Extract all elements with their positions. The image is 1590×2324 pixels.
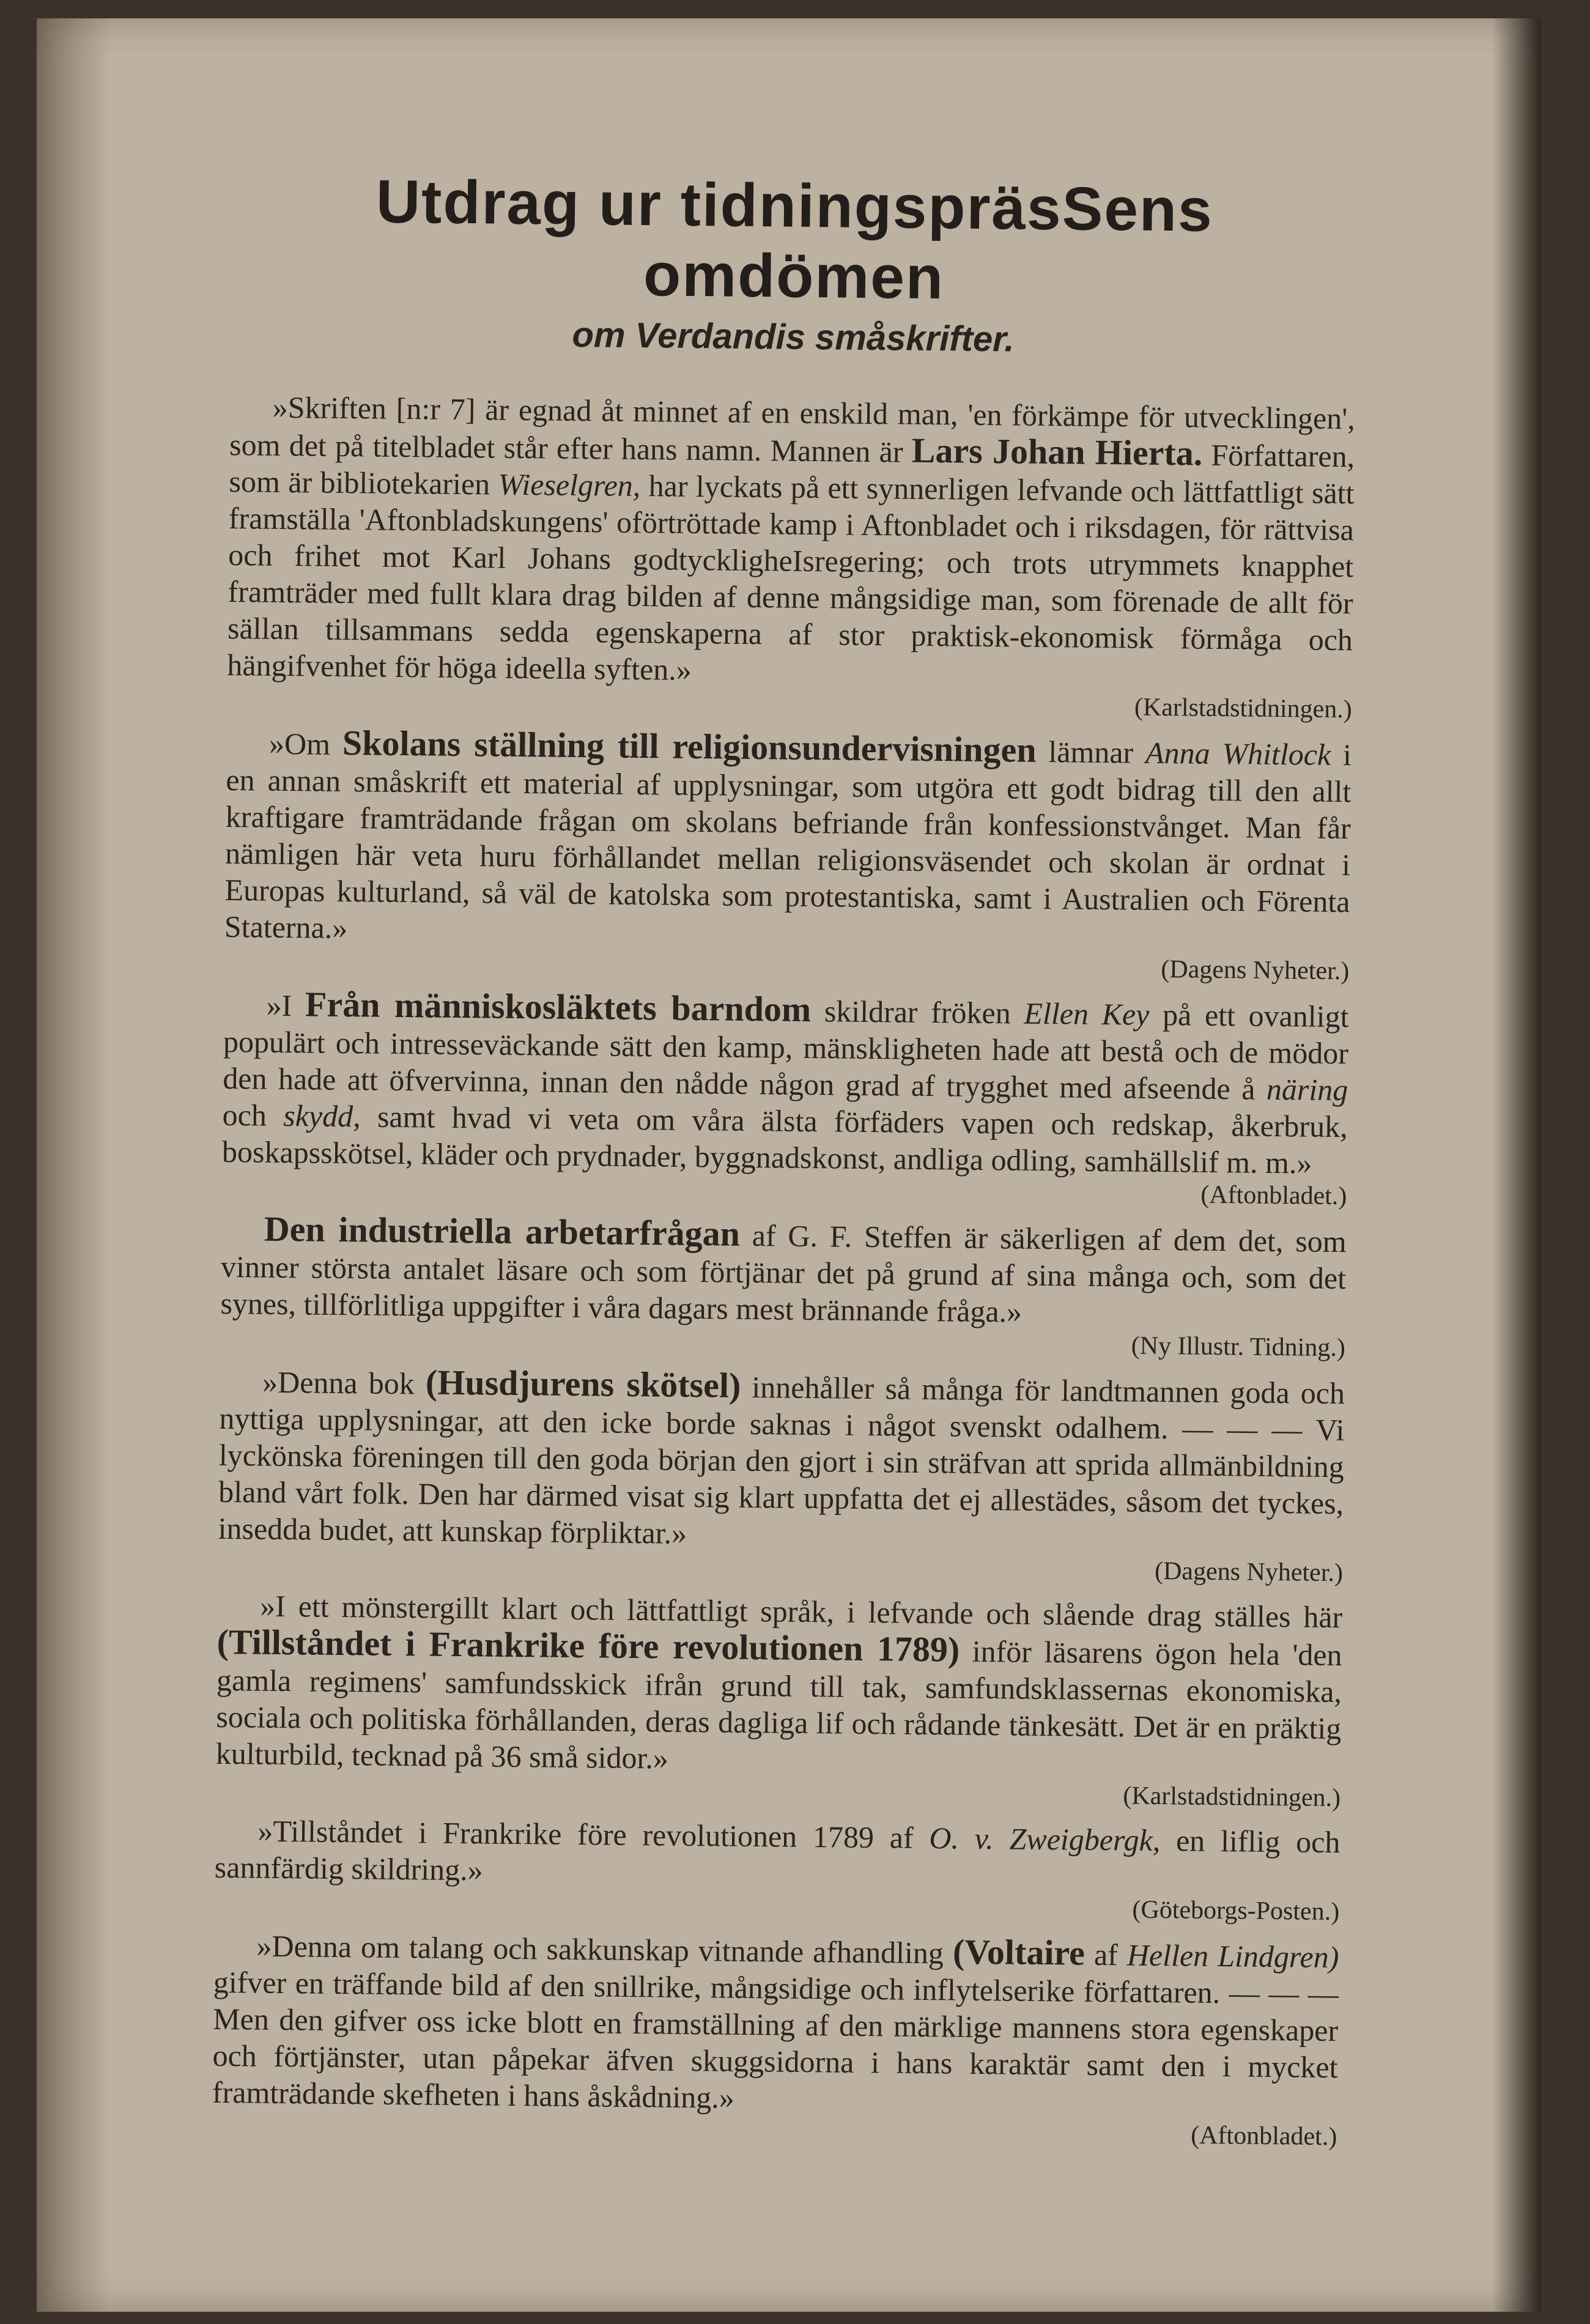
- review-text: och: [222, 1097, 284, 1133]
- review-source: (Ny Illustr. Tidning.): [1131, 1331, 1346, 1363]
- review-emphasis: näring: [1266, 1071, 1348, 1108]
- review-2: [224, 723, 1352, 988]
- review-subject: (Voltaire: [952, 1931, 1085, 1973]
- page-subtitle: om Verdandis småskrifter.: [572, 314, 1015, 360]
- spine-shadow: [37, 18, 110, 2312]
- review-author: Hellen Lindgren): [1126, 1937, 1339, 1975]
- page-edge-shadow: [1492, 18, 1541, 2312]
- review-source: (Göteborgs-Posten.): [1132, 1895, 1340, 1926]
- review-text: i en annan småskrift ett material af upplysningar, som utgöra ett godt bidrag till den allt kraftigare framträdande frågan om skolans befriande från konfessionstvånget. Man får nämligen här veta huru förhållandet mellan religionsväsendet och skolan är ordnat i Europas kulturland, så väl de katolska som protestantiska, samt i Australien och Förenta Staterna.»: [224, 737, 1352, 946]
- review-text: »I: [266, 988, 306, 1023]
- review-text: »Skriften [n:r 7] är egnad åt minnet af en enskild man, 'en förkämpe för utvecklingen', som det på titelbladet står efter hans namn. Mannen är: [229, 390, 1356, 469]
- review-4: [220, 1210, 1347, 1365]
- review-text: »Tillståndet i Frankrike före revolutionen 1789 af: [257, 1813, 930, 1856]
- review-text: af G. F. Steffen är säkerligen af dem det, som vinner största antalet läsare och som förtjänar det på grund af sina många och, som det synes, tillförlitliga uppgifter i våra dagars mest brännande fråga.»: [220, 1218, 1347, 1329]
- review-text: »I ett mönstergillt klart och lättfattligt språk, i lefvande och slående drag ställes här: [260, 1588, 1343, 1635]
- review-subject: Skolans ställning till religionsundervisningen: [342, 722, 1037, 770]
- review-emphasis: skydd,: [283, 1098, 361, 1134]
- review-source: (Aftonbladet.): [1191, 2121, 1337, 2152]
- review-text: Författaren, som är bibliotekarien: [229, 437, 1355, 501]
- review-text: »Denna bok: [262, 1364, 426, 1401]
- review-author: Anna Whitlock: [1145, 735, 1331, 772]
- review-text: lämnar: [1036, 734, 1146, 770]
- review-source: (Dagens Nyheter.): [1161, 955, 1350, 986]
- review-text: skildrar fröken: [810, 993, 1024, 1031]
- review-source: (Aftonbladet.): [1200, 1180, 1347, 1211]
- review-7: [214, 1812, 1340, 1929]
- review-text: »Denna om talang och sakkunskap vitnande afhandling: [256, 1928, 953, 1971]
- page: [37, 18, 1541, 2312]
- review-text: samt hvad vi veta om våra älsta förfäders vapen och redskap, åkerbruk, boskapsskötsel, kläder och prydnader, byggnadskonst, andliga odling, samhällslif m. m.»: [221, 1099, 1348, 1180]
- review-source: (Karlstadstidningen.): [1123, 1782, 1341, 1813]
- review-3: [221, 985, 1349, 1213]
- review-author: Wieselgren,: [498, 467, 641, 503]
- review-subject: Lars Johan Hierta.: [911, 430, 1203, 473]
- review-text: gifver en träffande bild af den snillrike, mångsidige och inflytelserike författaren. — — — Men den gifver oss icke blott en framställning af den märklige mannens stora egenskaper och förtjänster, utan påpekar äfven skuggsidorna i hans karaktär samt den i mycket framträdande skefheten i hans åskådning.»: [212, 1964, 1339, 2115]
- review-text: »Om: [268, 726, 343, 761]
- review-text: innehåller så många för landtmannen goda och nyttiga upplysningar, att den icke borde saknas i något svenskt odalhem. — — — Vi lyckönska föreningen till den goda början den gjort i sin sträfvan att sprida allmänbildning bland vårt folk. Den har därmed visat sig klart uppfatta det ej allestädes, såsom det tyckes, insedda budet, att kunskap förpliktar.»: [218, 1369, 1345, 1550]
- review-8: [212, 1926, 1339, 2154]
- review-source: (Karlstadstidningen.): [1134, 693, 1353, 724]
- review-subject: Den industriella arbetarfrågan: [264, 1208, 741, 1254]
- review-5: [218, 1362, 1345, 1590]
- review-text: har lyckats på ett synnerligen lefvande och lättfattligt sätt framställa 'Aftonbladskungens' oförtröttade kamp i Aftonbladet och i riksdagen, för rättvisa och frihet mot Karl Johans godtyckligheIsregering; och trots utrymmets knapphet framträder med fullt klara drag bilden af denne mångsidige man, som förenade de allt för sällan tillsammans sedda egenskaperna af stor praktisk-ekonomisk förmåga och hängifvenhet för höga ideella syften.»: [227, 468, 1355, 687]
- review-source: (Dagens Nyheter.): [1154, 1556, 1344, 1588]
- review-subject: (Tillståndet i Frankrike före revolutionen 1789): [216, 1621, 960, 1670]
- review-subject: (Husdjurens skötsel): [425, 1362, 741, 1405]
- review-6: [215, 1587, 1343, 1815]
- review-author: O. v. Zweigbergk,: [929, 1821, 1161, 1858]
- review-text: af: [1084, 1937, 1128, 1972]
- review-text: på ett ovanligt populärt och intresseväckande sätt den kamp, mänskligheten hade att bestå och de mödor den hade att öfvervinna, innan den nådde någon grad af trygghet med afseende å: [223, 997, 1349, 1106]
- review-1: [227, 388, 1355, 727]
- review-subject: Från människosläktets barndom: [305, 984, 812, 1029]
- page-title: Utdrag ur tidningspräsSens omdömen: [375, 167, 1214, 313]
- review-author: Ellen Key: [1024, 996, 1150, 1032]
- review-text: inför läsarens ögon hela 'den gamla regimens' samfundsskick ifrån grund till tak, samfundsklassernas ekonomiska, sociala och politiska förhållanden, deras dagliga lif och rådande tänkesätt. Det är en präktig kulturbild, tecknad på 36 små sidor.»: [215, 1634, 1342, 1775]
- page-content: [212, 165, 1358, 2163]
- review-text: en liflig och sannfärdig skildring.»: [214, 1823, 1340, 1887]
